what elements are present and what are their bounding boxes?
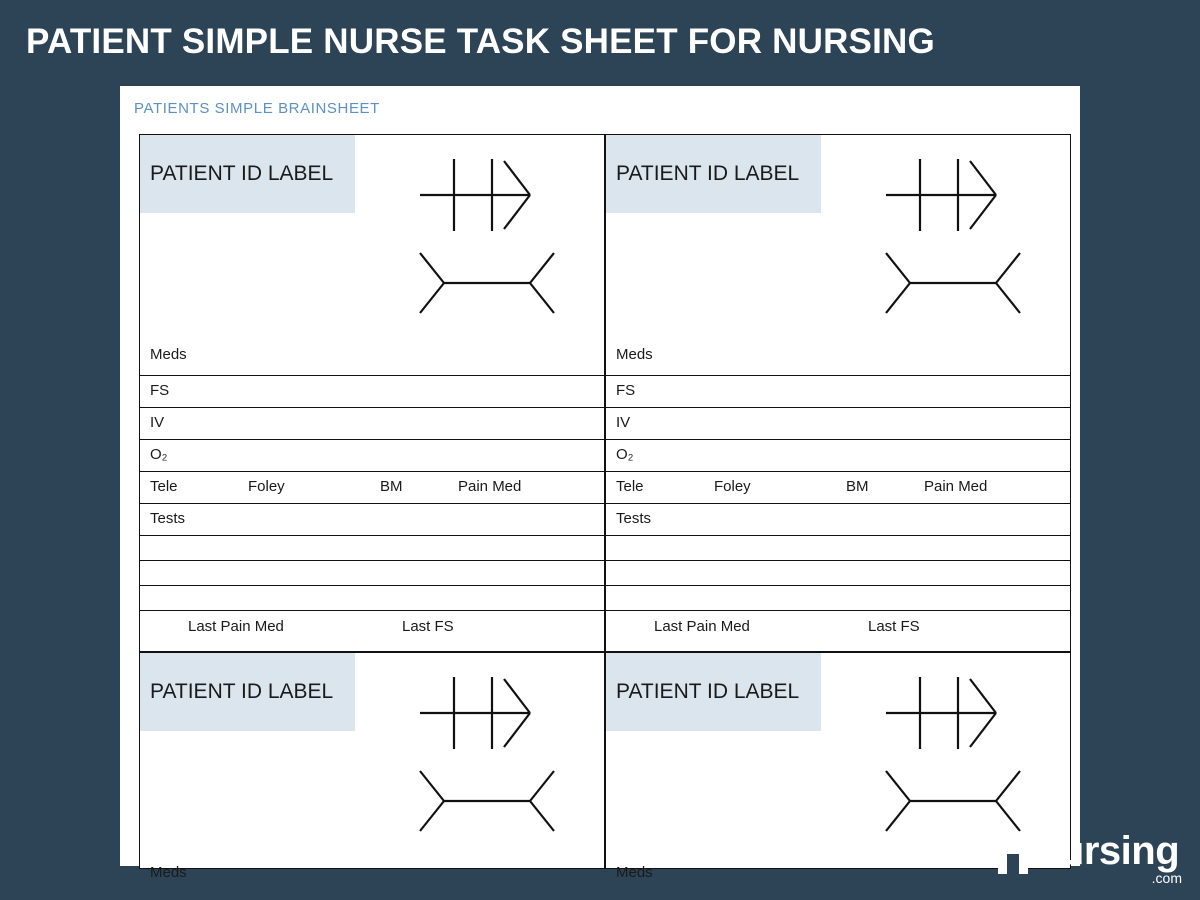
fishbone-lab-diagram-icon (878, 143, 1058, 333)
sheet-heading: PATIENTS SIMPLE BRAINSHEET (134, 100, 380, 117)
row-label: Tele (616, 478, 644, 495)
row-label: O₂ (616, 446, 634, 463)
row-blank[interactable] (606, 535, 1070, 560)
meds-label: Meds (616, 864, 653, 881)
row-tests[interactable] (606, 503, 1070, 535)
meds-label: Meds (150, 864, 187, 881)
row-label: IV (150, 414, 165, 431)
row-footer[interactable] (140, 610, 604, 642)
patient-id-label[interactable]: PATIENT ID LABEL (606, 135, 821, 213)
patient-id-label[interactable]: PATIENT ID LABEL (606, 653, 821, 731)
patient-id-label[interactable]: PATIENT ID LABEL (140, 653, 355, 731)
last-pain-med-label: Last Pain Med (654, 618, 750, 635)
row-label-foley: Foley (248, 478, 285, 495)
patient-card[interactable] (139, 652, 605, 881)
row-blank[interactable] (140, 585, 604, 610)
last-fs-label: Last FS (402, 618, 454, 635)
fishbone-lab-diagram-icon (412, 661, 592, 851)
row-o2[interactable] (606, 439, 1070, 471)
row-label-pain-med: Pain Med (458, 478, 522, 495)
patient-card[interactable] (605, 134, 1071, 652)
row-o2[interactable] (140, 439, 604, 471)
fishbone-lab-diagram-icon (412, 143, 592, 333)
patient-card-header (140, 653, 604, 893)
row-label: O₂ (150, 446, 168, 463)
row-label: Tests (150, 510, 186, 527)
row-blank[interactable] (606, 560, 1070, 585)
patient-card-header (140, 135, 604, 375)
patient-id-label[interactable]: PATIENT ID LABEL (140, 135, 355, 213)
patient-card-grid (139, 134, 1074, 881)
row-tele[interactable] (140, 471, 604, 503)
last-fs-label: Last FS (868, 618, 920, 635)
row-label-pain-med: Pain Med (924, 478, 988, 495)
house-icon (988, 824, 1038, 878)
row-label: FS (150, 382, 170, 399)
last-pain-med-label: Last Pain Med (188, 618, 284, 635)
row-blank[interactable] (140, 560, 604, 585)
row-fs[interactable] (606, 375, 1070, 407)
row-label: Tele (150, 478, 178, 495)
row-label-bm: BM (846, 478, 869, 495)
patient-card[interactable] (139, 134, 605, 652)
row-tele[interactable] (606, 471, 1070, 503)
row-label: FS (616, 382, 636, 399)
row-fs[interactable] (140, 375, 604, 407)
meds-label: Meds (150, 346, 187, 363)
row-label-foley: Foley (714, 478, 751, 495)
row-iv[interactable] (606, 407, 1070, 439)
page-title: PATIENT SIMPLE NURSE TASK SHEET FOR NURSING (26, 22, 935, 61)
nursing-com-logo (988, 810, 1184, 888)
row-iv[interactable] (140, 407, 604, 439)
row-label-bm: BM (380, 478, 403, 495)
row-blank[interactable] (606, 585, 1070, 610)
row-tests[interactable] (140, 503, 604, 535)
patient-card-header (606, 135, 1070, 375)
row-label: Tests (616, 510, 652, 527)
row-blank[interactable] (140, 535, 604, 560)
logo-dotcom: .com (1151, 870, 1182, 886)
logo-wordmark: nursing (1036, 829, 1180, 873)
row-footer[interactable] (606, 610, 1070, 642)
meds-label: Meds (616, 346, 653, 363)
brainsheet-document (120, 86, 1080, 881)
row-label: IV (616, 414, 631, 431)
